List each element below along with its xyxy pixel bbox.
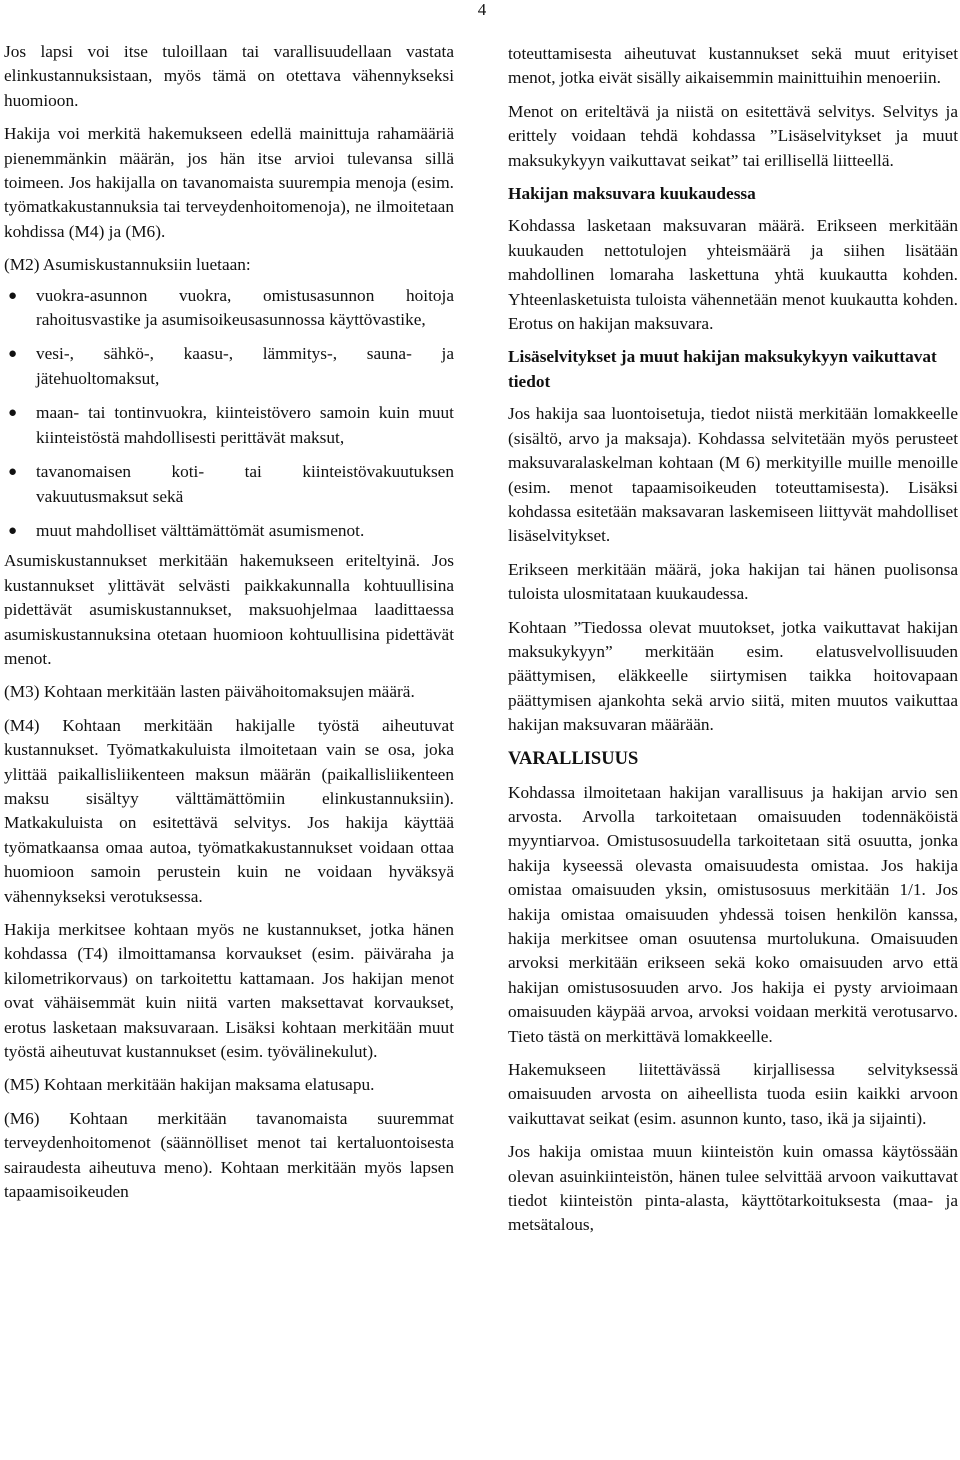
heading-payment-margin: Hakijan maksuvara kuukaudessa bbox=[508, 184, 756, 204]
paragraph-other-property: Jos hakija omistaa muun kiinteistön kuin omassa käytössään olevan asuinkiinteistön, hänen tulee selvittää arvoon vaikuttavat tiedot kiinteistön pinta-alasta, käyttötarkoituksesta (maa- ja metsätalous, bbox=[508, 1142, 958, 1235]
paragraph-written-statement: Hakemukseen liitettävässä kirjallisessa selvityksessä omaisuuden arvosta on aiheellista tuoda esiin kaikki arvoon vaikuttavat seikat (esim. asunnon kunto, taso, ikä ja sijainti). bbox=[508, 1060, 958, 1128]
paragraph-known-changes: Kohtaan ”Tiedossa olevat muutokset, jotka vaikuttavat hakijan maksukykyyn” merkitään esim. elatusvelvollisuuden päättymisen, eläkkeelle siirtymisen taikka hoitovapaan päättymisen ajankohta sekä arvio siitä, miten muutos vaikuttaa hakijan maksuvaran määrään. bbox=[508, 617, 958, 735]
paragraph-m2-intro: (M2) Asumiskustannuksiin luetaan: bbox=[4, 255, 251, 275]
heading-assets: VARALLISUUS bbox=[508, 748, 639, 769]
paragraph-housing-itemized: Asumiskustannukset merkitään hakemukseen eriteltyinä. Jos kustannukset ylittävät selvästi paikkakunnalla kohtuullisina pidettävät asumiskustannukset, maksuohjelmaa laadittaessa asumiskustannuksina otetaan huomioon kohtuullisina pidettävät menot. bbox=[4, 551, 454, 668]
paragraph-m6: (M6) Kohtaan merkitään tavanomaista suuremmat terveydenhoitomenot (säännölliset menot tai kertaluontoisesta sairaudesta aiheutuva meno). Kohtaan merkitään myös lapsen tapaamisoikeuden bbox=[4, 1108, 454, 1202]
paragraph-work-compensation: Hakija merkitsee kohtaan myös ne kustannukset, jotka hänen kohdassa (T4) ilmoittamansa korvaukset (esim. päiväraha ja kilometrikorvaus) on tarkoitettu kattamaan. Jos hakijan menot ovat vähäisemmät kuin niitä varten maksettavat korvaukset, erotus lasketaan maksuvaraan. Lisäksi kohtaan merkitään muut työstä aiheutuvat kustannukset (esim. työvälinekulut). bbox=[4, 920, 454, 1062]
paragraph-assets: Kohdassa ilmoitetaan hakijan varallisuus ja hakijan arvio sen arvosta. Arvolla tarkoitetaan omaisuuden todennäköistä myyntiarvoa. Omistusosuudella tarkoitetaan sitä osuutta, jonka hakija kyseessä olevasta omaisuudesta omistaa. Jos hakija omistaa omaisuuden yksin, omistusosuus merkitään 1/1. Jos hakija omistaa omaisuuden yhdessä toisen henkilön kanssa, hakija merkitsee oman osuutensa murtolukuna. Omaisuuden arvoksi merkitään erikseen sekä koko omaisuuden arvo että hakijan omistusosuuden arvo. Jos hakija ei pysty arvioimaan omaisuuden käypää arvoa, arvoksi voidaan merkitä verotusarvo. Tieto tästä on merkittävä lomakkeelle. bbox=[508, 782, 958, 1046]
left-column bbox=[4, 40, 454, 1204]
list-item: ● tavanomaisen koti- tai kiinteistövakuutuksen vakuutusmaksut sekä bbox=[8, 462, 454, 506]
page-number: 4 bbox=[477, 0, 487, 19]
bullet-icon: ● bbox=[8, 287, 18, 304]
list-item: ● muut mahdolliset välttämättömät asumismenot. bbox=[4, 519, 454, 543]
paragraph-garnishment: Erikseen merkitään määrä, joka hakijan tai hänen puolisonsa tuloista ulosmitataan kuukaudessa. bbox=[508, 559, 958, 604]
bullet-icon: ● bbox=[8, 405, 18, 422]
paragraph-expense-itemization: Menot on eriteltävä ja niistä on esitettävä selvitys. Selvitys ja erittely voidaan tehdä kohdassa ”Lisäselvitykset ja muut maksukykyyn vaikuttavat seikat” tai erillisellä liitteellä. bbox=[508, 101, 958, 170]
list-item: ● vesi-, sähkö-, kaasu-, lämmitys-, sauna- ja jätehuoltomaksut, bbox=[8, 344, 454, 388]
paragraph-payment-margin: Kohdassa lasketaan maksuvaran määrä. Erikseen merkitään kuukauden nettotulojen yhteismäärä ja siihen lisätään mahdollinen lomaraha laskettuna yhtä kuukautta kohden. Yhteenlasketuista tuloista vähennetään menot kuukautta kohden. Erotus on hakijan maksuvara. bbox=[508, 216, 958, 334]
list-item: ● maan- tai tontinvuokra, kiinteistövero samoin kuin muut kiinteistöstä mahdollisesti perittävät maksut, bbox=[8, 403, 454, 447]
paragraph-m5: (M5) Kohtaan merkitään hakijan maksama elatusapu. bbox=[4, 1075, 375, 1095]
bullet-icon: ● bbox=[8, 464, 18, 481]
paragraph-m3: (M3) Kohtaan merkitään lasten päivähoitomaksujen määrä. bbox=[4, 682, 415, 702]
bullet-icon: ● bbox=[8, 346, 18, 363]
bullet-icon: ● bbox=[8, 522, 18, 539]
right-column bbox=[508, 42, 958, 1238]
list-item: ● vuokra-asunnon vuokra, omistusasunnon hoitoja rahoitusvastike ja asumisoikeusasunnossa käyttövastike, bbox=[8, 285, 454, 330]
paragraph-other-expenses: toteuttamisesta aiheutuvat kustannukset sekä muut erityiset menot, jotka eivät sisälly aikaisemmin mainittuihin menoeriin. bbox=[508, 44, 958, 88]
heading-additional-info: Lisäselvitykset ja muut hakijan maksukykyyn vaikuttavat tiedot bbox=[508, 347, 937, 391]
housing-costs-list bbox=[4, 284, 454, 544]
paragraph-smaller-amounts: Hakija voi merkitä hakemukseen edellä mainittuja rahamääriä pienemmänkin määrän, jos hän itse arvioi tulevansa sillä toimeen. Jos hakijalla on tavanomaista suurempia menoja (esim. työmatkakustannuksia tai terveydenhoitomenoja), ne ilmoitetaan kohdissa (M4) ja (M6). bbox=[4, 124, 454, 241]
paragraph-child-income: Jos lapsi voi itse tuloillaan tai varallisuudellaan vastata elinkustannuksistaan, myös tämä on otettava vähennykseksi huomioon. bbox=[4, 42, 454, 110]
paragraph-m4: (M4) Kohtaan merkitään hakijalle työstä aiheutuvat kustannukset. Työmatkakuluista ilmoitetaan vain se osa, joka ylittää paikallisliikenteen maksun määrän (paikallisliikenteen maksu sisältyy välttämättömiin elinkustannuksiin). Matkakuluista on esitettävä selvitys. Jos hakija käyttää työmatkaansa omaa autoa, työmatkakustannukset voidaan ottaa huomioon samoin perustein kuin ne voidaan hyväksyä vähennykseksi verotuksessa. bbox=[4, 715, 454, 906]
paragraph-benefits-in-kind: Jos hakija saa luontoisetuja, tiedot niistä merkitään lomakkeelle (sisältö, arvo ja maksaja). Kohdassa selvitetään myös perusteet maksuvaralaskelman kohtaan (M 6) merkityille muille menoille (esim. menot tapaamisoikeuden toteuttamisesta). Lisäksi kohdassa esitetään maksavaran laskemiseen liittyvät mahdolliset lisäselvitykset. bbox=[508, 404, 958, 546]
